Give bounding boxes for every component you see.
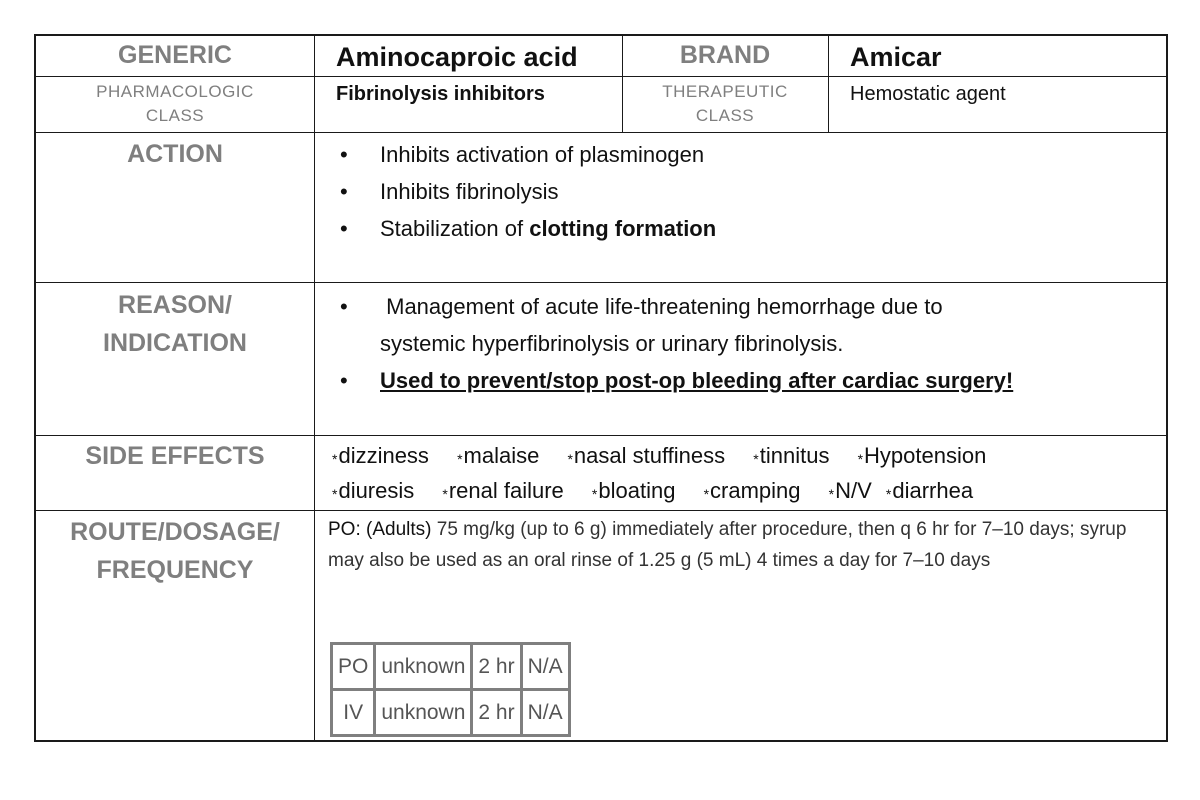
side-effect-item: *dizziness [332, 443, 429, 468]
row-divider [36, 510, 1166, 511]
generic-label: GENERIC [118, 41, 232, 69]
bullet-icon: • [340, 216, 348, 241]
row-divider [36, 435, 1166, 436]
side-effect-item: *N/V [828, 478, 872, 503]
list-item [326, 173, 1166, 210]
brand-name: Amicar [850, 42, 942, 72]
side-effect-item: *nasal stuffiness [567, 443, 726, 468]
action-item: Stabilization of [380, 216, 530, 241]
table-row [332, 644, 570, 690]
side-effect-item: *bloating [591, 478, 676, 503]
indication-label-line1: REASON/ [118, 291, 232, 319]
side-effect-item: *diuresis [332, 478, 415, 503]
side-effect-item: *renal failure [442, 478, 564, 503]
column-divider [314, 36, 315, 742]
list-item [326, 136, 1166, 173]
row-divider [36, 132, 1166, 133]
action-label: ACTION [127, 140, 223, 168]
route-label [36, 513, 314, 589]
indication-item-line2: systemic hyperfibrinolysis or urinary fibrinolysis. [380, 331, 844, 356]
row-divider [36, 282, 1166, 283]
list-item [326, 288, 1166, 362]
indication-list [326, 288, 1166, 399]
indication-label [36, 286, 314, 362]
table-cell: 2 hr [472, 644, 521, 690]
list-item [326, 362, 1166, 399]
ther-class-label [622, 80, 828, 128]
pharm-class-value: Fibrinolysis inhibitors [336, 83, 545, 105]
indication-item-line1: Management of acute life-threatening hemorrhage due to [380, 294, 943, 319]
ther-class-label-line2: CLASS [695, 106, 755, 125]
side-effect-item: *malaise [457, 443, 540, 468]
side-effects-list [332, 438, 1166, 508]
table-cell: PO [332, 644, 375, 690]
bullet-icon: • [340, 294, 348, 319]
pharm-class-label-line1: PHARMACOLOGIC [96, 82, 254, 101]
asterisk-icon: * [442, 486, 448, 502]
action-list [326, 136, 1166, 247]
asterisk-icon: * [567, 451, 573, 467]
action-item-emphasis: clotting formation [529, 216, 717, 241]
list-item [326, 210, 1166, 247]
ther-class-value: Hemostatic agent [850, 83, 1006, 105]
bullet-icon: • [340, 368, 348, 393]
action-item: Inhibits fibrinolysis [380, 179, 559, 204]
column-divider [828, 36, 829, 132]
asterisk-icon: * [885, 486, 892, 502]
action-item: Inhibits activation of plasminogen [380, 142, 705, 167]
side-effects-row-1 [332, 438, 1166, 473]
side-effects-row-2 [332, 473, 1166, 508]
drug-card [34, 34, 1168, 742]
side-effects-label: SIDE EFFECTS [85, 442, 265, 470]
pharm-class-label [36, 80, 314, 128]
route-label-line1: ROUTE/DOSAGE/ [70, 518, 280, 546]
asterisk-icon: * [591, 486, 598, 502]
dosage-instructions: 75 mg/kg (up to 6 g) immediately after procedure, then q 6 hr for 7–10 days; syrup may also be used as an oral rinse of 1.25 g (5 mL) 4 times a day for 7–10 days [328, 519, 1127, 571]
pharm-class-label-line2: CLASS [145, 106, 205, 125]
asterisk-icon: * [457, 451, 463, 467]
generic-name: Aminocaproic acid [336, 42, 578, 72]
indication-item-emphasis: Used to prevent/stop post-op bleeding after cardiac surgery! [380, 368, 1014, 393]
side-effect-item: *cramping [703, 478, 801, 503]
bullet-icon: • [340, 179, 348, 204]
table-cell: unknown [375, 644, 472, 690]
asterisk-icon: * [857, 451, 864, 467]
dosage-route: PO: (Adults) [328, 519, 432, 540]
route-label-line2: FREQUENCY [96, 556, 254, 584]
table-cell: N/A [521, 690, 569, 736]
table-cell: IV [332, 690, 375, 736]
row-divider [36, 76, 1166, 77]
table-cell: N/A [521, 644, 569, 690]
side-effect-item: *tinnitus [753, 443, 830, 468]
indication-label-line2: INDICATION [103, 329, 247, 357]
asterisk-icon: * [332, 486, 338, 502]
ther-class-label-line1: THERAPEUTIC [662, 82, 788, 101]
side-effect-item: *Hypotension [857, 443, 987, 468]
asterisk-icon: * [828, 486, 835, 502]
asterisk-icon: * [703, 486, 710, 502]
dosage-text [328, 514, 1158, 576]
table-cell: unknown [375, 690, 472, 736]
brand-label: BRAND [679, 41, 771, 69]
side-effect-item: *diarrhea [885, 478, 974, 503]
pharmacokinetics-table [330, 642, 571, 737]
asterisk-icon: * [753, 451, 759, 467]
bullet-icon: • [340, 142, 348, 167]
table-cell: 2 hr [472, 690, 521, 736]
asterisk-icon: * [332, 451, 338, 467]
table-row [332, 690, 570, 736]
